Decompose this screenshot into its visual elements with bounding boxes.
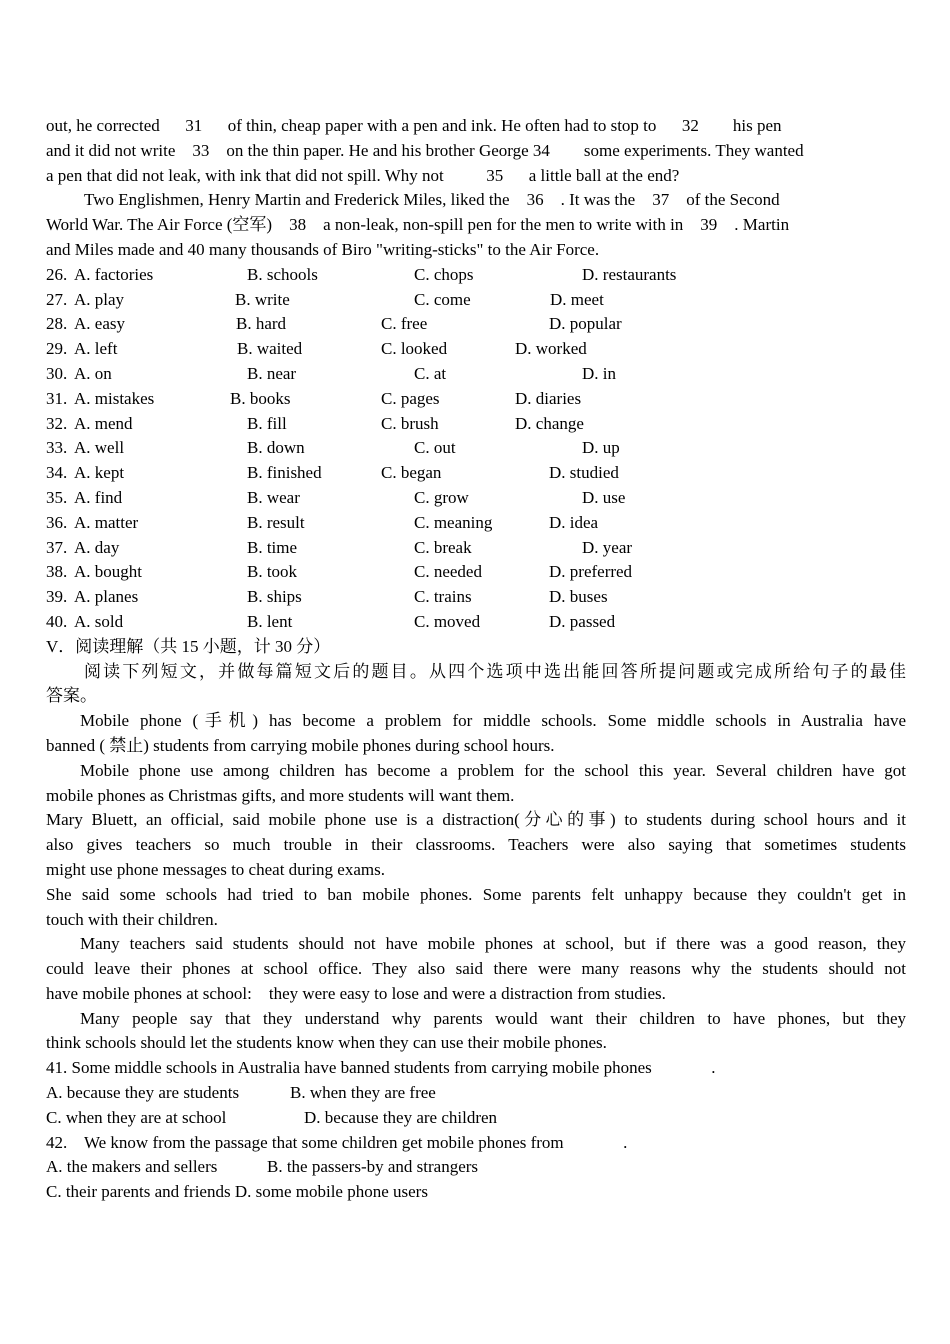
question-stem: 42. We know from the passage that some children get mobile phones from .	[46, 1132, 628, 1152]
cloze-options	[46, 263, 906, 635]
passage-line: might use phone messages to cheat during exams.	[46, 859, 385, 879]
cloze-line: a pen that did not leak, with ink that did not spill. Why not 35 a little ball at the end?	[46, 165, 680, 185]
option-b: B. time	[247, 537, 298, 557]
question-number: 28.	[46, 314, 68, 334]
question-number: 31.	[46, 388, 68, 408]
question-number: 26.	[46, 264, 68, 284]
answer-option[interactable]: B. the passers-by and strangers	[267, 1157, 479, 1177]
option-c: C. chops	[414, 264, 474, 284]
option-c: C. trains	[414, 587, 472, 607]
answer-option[interactable]: C. when they are at school	[46, 1107, 227, 1127]
question-number: 37.	[46, 537, 68, 557]
cloze-line: World War. The Air Force (空军) 38 a non-leak, non-spill pen for the men to write with in 39 . Martin	[46, 215, 790, 235]
option-b: B. near	[247, 363, 297, 383]
option-b: B. lent	[247, 611, 293, 631]
option-a: A. well	[74, 438, 125, 458]
cloze-line: and it did not write 33 on the thin paper. He and his brother George 34 some experiments. They wanted	[46, 140, 804, 160]
answer-option[interactable]: A. because they are students	[46, 1083, 240, 1103]
option-row	[46, 412, 906, 437]
passage-line: Mobile phone (手机) has become a problem for middle schools. Some middle schools in Australia have	[80, 711, 906, 731]
question-number: 38.	[46, 562, 68, 582]
option-row	[46, 536, 906, 561]
answer-row	[46, 1106, 906, 1131]
question-number: 30.	[46, 363, 68, 383]
option-row	[46, 263, 906, 288]
option-row	[46, 560, 906, 585]
passage-line: touch with their children.	[46, 909, 218, 929]
question-stem: 41. Some middle schools in Australia have banned students from carrying mobile phones .	[46, 1058, 716, 1078]
passage-line: banned ( 禁止) students from carrying mobile phones during school hours.	[46, 735, 555, 755]
passage-line: think schools should let the students know when they can use their mobile phones.	[46, 1033, 607, 1053]
question-number: 36.	[46, 512, 68, 532]
option-b: B. hard	[236, 314, 287, 334]
option-d: D. idea	[549, 512, 599, 532]
option-a: A. mend	[74, 413, 133, 433]
cloze-line: out, he corrected 31 of thin, cheap paper with a pen and ink. He often had to stop to 32 his pen	[46, 116, 782, 135]
option-row	[46, 610, 906, 635]
option-a: A. find	[74, 487, 123, 507]
question-number: 27.	[46, 289, 68, 309]
option-row	[46, 312, 906, 337]
passage-line: have mobile phones at school: they were easy to lose and were a distraction from studies.	[46, 983, 666, 1003]
question-number: 39.	[46, 587, 68, 607]
option-c: C. looked	[381, 339, 448, 359]
answer-row	[46, 1180, 906, 1205]
option-d: D. year	[582, 537, 633, 557]
option-c: C. free	[381, 314, 428, 334]
answer-row	[46, 1081, 906, 1106]
question-number: 40.	[46, 611, 68, 631]
option-row	[46, 387, 906, 412]
option-row	[46, 486, 906, 511]
option-b: B. fill	[247, 413, 287, 433]
option-row	[46, 337, 906, 362]
option-a: A. easy	[74, 314, 125, 334]
option-d: D. buses	[549, 587, 608, 607]
option-d: D. meet	[550, 289, 604, 309]
option-c: C. moved	[414, 611, 481, 631]
passage-line: She said some schools had tried to ban mobile phones. Some parents felt unhappy because they couldn't get in	[46, 884, 906, 904]
option-a: A. bought	[74, 562, 142, 582]
option-a: A. play	[74, 289, 125, 309]
option-d: D. popular	[549, 314, 622, 334]
passage-line: could leave their phones at school office. They also said there were many reasons why the students should not	[46, 959, 906, 979]
passage-line: also gives teachers so much trouble in their classrooms. Teachers were also saying that sometimes students	[46, 835, 906, 855]
option-c: C. out	[414, 438, 456, 458]
option-row	[46, 461, 906, 486]
option-d: D. up	[582, 438, 620, 458]
option-d: D. preferred	[549, 562, 633, 582]
option-a: A. day	[74, 537, 120, 557]
option-b: B. wear	[247, 487, 300, 507]
question-number: 34.	[46, 463, 68, 483]
question-number: 32.	[46, 413, 68, 433]
question-42	[46, 1131, 906, 1205]
answer-option[interactable]: A. the makers and sellers	[46, 1157, 218, 1177]
option-a: A. sold	[74, 611, 124, 631]
option-c: C. come	[414, 289, 471, 309]
answer-row	[46, 1155, 906, 1180]
passage-line: Many teachers said students should not have mobile phones at school, but if there was a good reason, they	[80, 934, 906, 954]
option-b: B. schools	[247, 264, 318, 284]
question-number: 29.	[46, 339, 68, 359]
option-c: C. grow	[414, 487, 469, 507]
option-b: B. books	[230, 388, 291, 408]
exam-page	[46, 114, 906, 1205]
option-d: D. studied	[549, 463, 619, 483]
option-c: C. needed	[414, 562, 482, 582]
option-c: C. brush	[381, 413, 439, 433]
option-c: C. meaning	[414, 512, 493, 532]
option-b: B. waited	[237, 339, 303, 359]
option-row	[46, 585, 906, 610]
option-row	[46, 436, 906, 461]
option-c: C. break	[414, 537, 472, 557]
option-b: B. ships	[247, 587, 302, 607]
passage-line: Mary Bluett, an official, said mobile phone use is a distraction(分心的事) to students during school hours and it	[46, 810, 906, 830]
option-d: D. passed	[549, 611, 616, 631]
option-row	[46, 288, 906, 313]
option-c: C. began	[381, 463, 442, 483]
section-heading: V．阅读理解（共 15 小题，计 30 分）	[46, 636, 331, 656]
section-instruction: 阅读下列短文，并做每篇短文后的题目。从四个选项中选出能回答所提问题或完成所给句子的最佳	[84, 661, 906, 681]
question-number: 35.	[46, 487, 68, 507]
option-c: C. at	[414, 363, 447, 383]
option-a: A. factories	[74, 264, 154, 284]
passage-line: Many people say that they understand why parents would want their children to have phones, but they	[80, 1008, 906, 1028]
option-d: D. in	[582, 363, 616, 383]
option-d: D. restaurants	[582, 264, 677, 284]
answer-option[interactable]: D. because they are children	[304, 1107, 498, 1127]
option-d: D. change	[515, 413, 584, 433]
cloze-line: Two Englishmen, Henry Martin and Frederick Miles, liked the 36 . It was the 37 of the Second	[84, 190, 780, 210]
option-b: B. write	[235, 289, 290, 309]
option-d: D. worked	[515, 339, 587, 359]
question-number: 33.	[46, 438, 68, 458]
section-instruction: 答案。	[46, 686, 97, 706]
option-row	[46, 362, 906, 387]
passage-line: mobile phones as Christmas gifts, and more students will want them.	[46, 785, 515, 805]
option-d: D. diaries	[515, 388, 582, 408]
option-a: A. kept	[74, 463, 125, 483]
answer-option[interactable]: C. their parents and friends D. some mobile phone users	[46, 1182, 428, 1202]
option-b: B. down	[247, 438, 305, 458]
option-row	[46, 511, 906, 536]
question-41	[46, 1056, 906, 1130]
option-a: A. mistakes	[74, 388, 155, 408]
option-b: B. took	[247, 562, 298, 582]
option-a: A. on	[74, 363, 112, 383]
option-a: A. matter	[74, 512, 139, 532]
option-a: A. planes	[74, 587, 139, 607]
passage-line: Mobile phone use among children has become a problem for the school this year. Several children have got	[80, 760, 906, 780]
option-b: B. result	[247, 512, 305, 532]
cloze-line: and Miles made and 40 many thousands of Biro "writing-sticks" to the Air Force.	[46, 239, 600, 259]
cloze-passage	[46, 114, 906, 263]
option-b: B. finished	[247, 463, 322, 483]
answer-option[interactable]: B. when they are free	[290, 1083, 436, 1103]
reading-passage	[46, 709, 906, 1056]
option-a: A. left	[74, 339, 118, 359]
option-d: D. use	[582, 487, 626, 507]
option-c: C. pages	[381, 388, 440, 408]
